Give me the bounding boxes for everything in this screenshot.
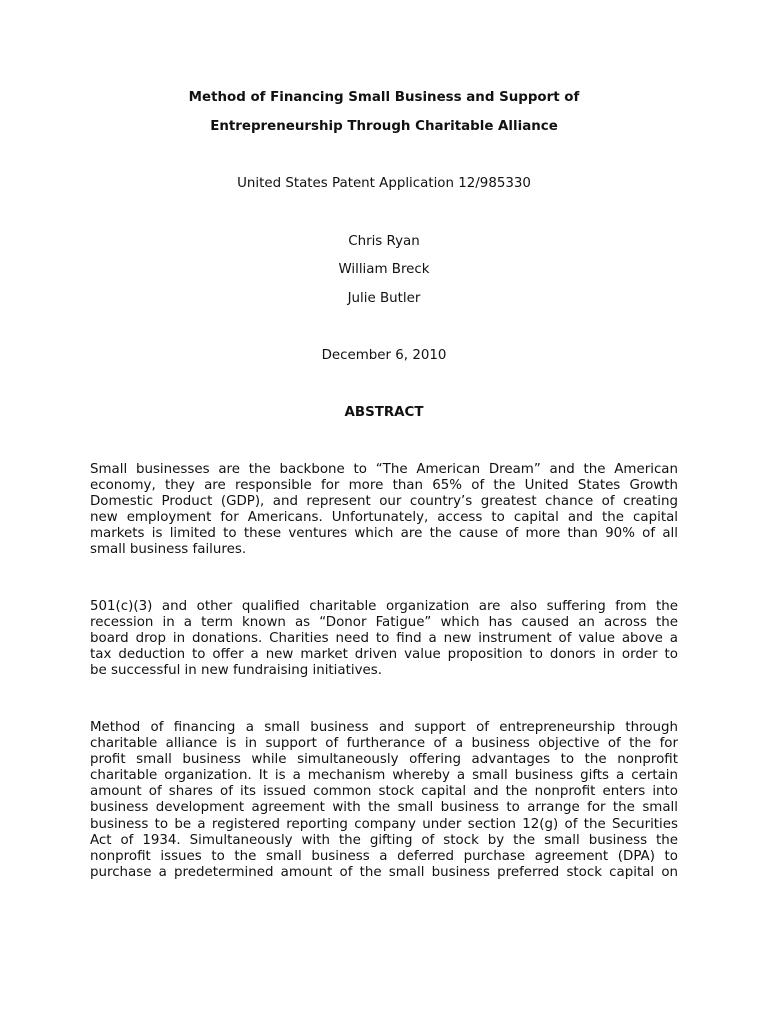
abstract-heading: ABSTRACT <box>344 405 424 420</box>
abstract-paragraph <box>90 599 678 679</box>
paragraph-line: business to be a registered reporting company under section 12(g) of the Securities <box>90 816 678 832</box>
paragraph-line: charitable alliance is in support of furtherance of a business objective of the for <box>90 736 678 752</box>
author-name: Julie Butler <box>347 291 421 306</box>
paragraph-line: Small businesses are the backbone to “The American Dream” and the American <box>90 462 678 477</box>
title-line-1: Method of Financing Small Business and Support of <box>188 90 580 105</box>
abstract-paragraph <box>90 462 678 559</box>
paragraph-line: profit small business while simultaneously offering advantages to the nonprofit <box>90 752 678 768</box>
paragraph-line: business development agreement with the small business to arrange for the small <box>90 800 678 816</box>
paragraph-line: Act of 1934. Simultaneously with the gifting of stock by the small business the <box>90 832 678 848</box>
paragraph-line: Method of financing a small business and support of entrepreneurship through <box>90 720 678 735</box>
author-name: William Breck <box>338 262 430 277</box>
paragraph-line: nonprofit issues to the small business a deferred purchase agreement (DPA) to <box>90 848 678 864</box>
paragraph-line: be successful in new fundraising initiatives. <box>90 663 382 679</box>
paragraph-line: tax deduction to offer a new market driven value proposition to donors in order to <box>90 647 678 663</box>
paragraph-line: small business failures. <box>90 542 247 558</box>
author-name: Chris Ryan <box>348 234 420 249</box>
patent-application-number: United States Patent Application 12/985330 <box>237 176 531 191</box>
document-date: December 6, 2010 <box>321 348 447 363</box>
title-line-2: Entrepreneurship Through Charitable Alliance <box>210 119 558 134</box>
paragraph-line: Domestic Product (GDP), and represent our country’s greatest chance of creating <box>90 494 678 510</box>
paragraph-line: markets is limited to these ventures which are the cause of more than 90% of all <box>90 526 678 542</box>
paragraph-line: board drop in donations. Charities need to find a new instrument of value above a <box>90 631 678 647</box>
paragraph-line: amount of shares of its issued common stock capital and the nonprofit enters into <box>90 784 678 800</box>
abstract-paragraph <box>90 720 678 881</box>
paragraph-line: charitable organization. It is a mechanism whereby a small business gifts a certain <box>90 768 678 784</box>
paragraph-line: economy, they are responsible for more than 65% of the United States Growth <box>90 478 678 494</box>
paragraph-line: new employment for Americans. Unfortunately, access to capital and the capital <box>90 510 678 526</box>
paragraph-line: purchase a predetermined amount of the small business preferred stock capital on <box>90 864 678 880</box>
paragraph-line: recession in a term known as “Donor Fatigue” which has caused an across the <box>90 615 678 631</box>
paragraph-line: 501(c)(3) and other qualified charitable organization are also suffering from the <box>90 599 678 614</box>
